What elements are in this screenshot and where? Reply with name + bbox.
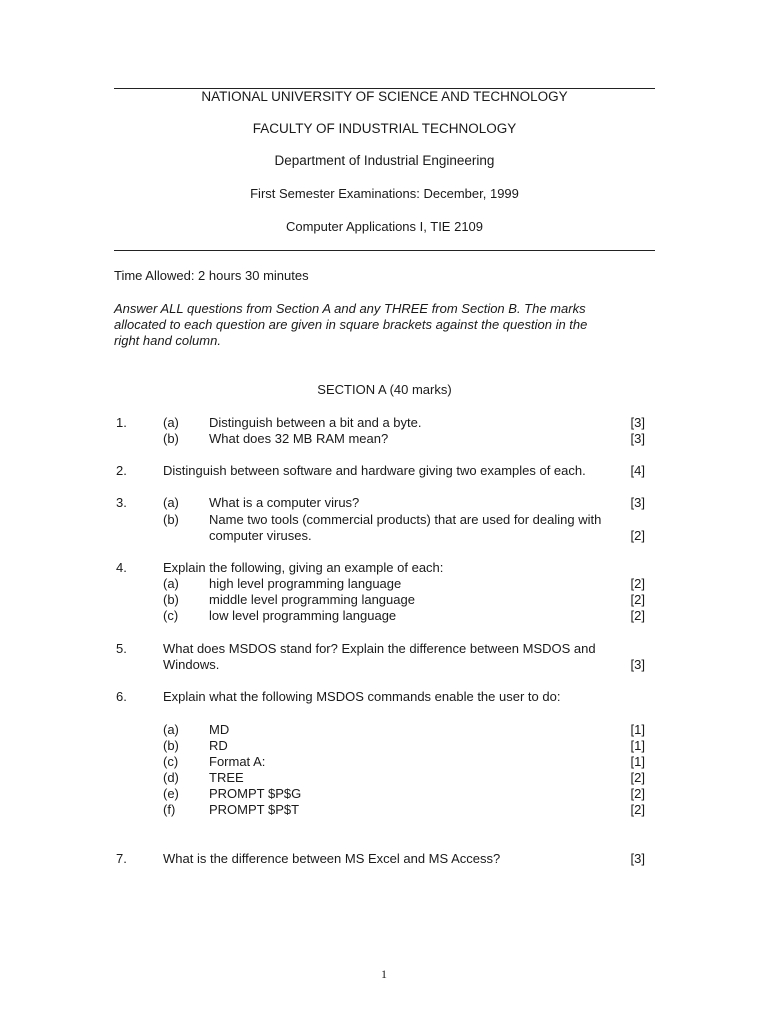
faculty-name: FACULTY OF INDUSTRIAL TECHNOLOGY bbox=[252, 121, 517, 136]
time-allowed: Time Allowed: 2 hours 30 minutes bbox=[114, 268, 309, 283]
instructions bbox=[114, 301, 659, 349]
question-text: What is a computer virus? bbox=[209, 495, 360, 510]
question-mark: [2] bbox=[630, 786, 645, 801]
part-label: (e) bbox=[163, 786, 179, 801]
part-label: (b) bbox=[163, 512, 179, 527]
part-label: (a) bbox=[163, 576, 179, 591]
question-text: Name two tools (commercial products) that are used for dealing with bbox=[209, 512, 602, 527]
page-number: 1 bbox=[381, 967, 387, 981]
part-label: (f) bbox=[163, 802, 176, 817]
question-mark: [2] bbox=[630, 528, 645, 543]
question-text: Explain the following, giving an example of each: bbox=[163, 560, 444, 575]
instructions-line-2: allocated to each question are given in square brackets against the question in the bbox=[114, 317, 588, 332]
question-text: RD bbox=[209, 738, 228, 753]
question-text-continued: computer viruses. bbox=[209, 528, 312, 543]
question-number: 6. bbox=[116, 689, 127, 704]
instructions-line-3: right hand column. bbox=[114, 333, 221, 348]
part-label: (d) bbox=[163, 770, 179, 785]
exam-title: First Semester Examinations: December, 1999 bbox=[250, 186, 519, 201]
bottom-rule bbox=[114, 250, 655, 251]
question-text: Distinguish between software and hardware giving two examples of each. bbox=[163, 463, 586, 478]
question-mark: [2] bbox=[630, 802, 645, 817]
question-number: 4. bbox=[116, 560, 127, 575]
question-mark: [1] bbox=[630, 738, 645, 753]
question-number: 2. bbox=[116, 463, 127, 478]
question-text: PROMPT $P$G bbox=[209, 786, 302, 801]
part-label: (b) bbox=[163, 592, 179, 607]
part-label: (b) bbox=[163, 431, 179, 446]
question-number: 3. bbox=[116, 495, 127, 510]
question-number: 5. bbox=[116, 641, 127, 656]
question-text-continued: Windows. bbox=[163, 657, 220, 672]
question-text: TREE bbox=[209, 770, 244, 785]
course-title: Computer Applications I, TIE 2109 bbox=[285, 219, 484, 234]
university-name: NATIONAL UNIVERSITY OF SCIENCE AND TECHNOLOGY bbox=[201, 89, 568, 104]
question-text: Format A: bbox=[209, 754, 266, 769]
question-mark: [2] bbox=[630, 576, 645, 591]
instructions-line-1: Answer ALL questions from Section A and any THREE from Section B. The marks bbox=[114, 301, 586, 316]
part-label: (c) bbox=[163, 608, 179, 623]
question-mark: [3] bbox=[630, 415, 645, 430]
question-mark: [3] bbox=[630, 657, 645, 672]
part-label: (a) bbox=[163, 722, 179, 737]
section-a-heading bbox=[114, 382, 655, 397]
question-number: 1. bbox=[116, 415, 127, 430]
section-a-marks: (40 marks) bbox=[389, 382, 452, 397]
question-text: Distinguish between a bit and a byte. bbox=[209, 415, 422, 430]
question-mark: [3] bbox=[630, 851, 645, 866]
part-label: (c) bbox=[163, 754, 179, 769]
question-mark: [2] bbox=[630, 592, 645, 607]
question-mark: [3] bbox=[630, 495, 645, 510]
part-label: (a) bbox=[163, 495, 179, 510]
section-a-title: SECTION A bbox=[317, 382, 386, 397]
department-name: Department of Industrial Engineering bbox=[274, 153, 495, 168]
question-text: MD bbox=[209, 722, 230, 737]
question-mark: [4] bbox=[630, 463, 645, 478]
part-label: (a) bbox=[163, 415, 179, 430]
question-text: What does 32 MB RAM mean? bbox=[209, 431, 389, 446]
question-mark: [3] bbox=[630, 431, 645, 446]
question-number: 7. bbox=[116, 851, 127, 866]
question-mark: [2] bbox=[630, 770, 645, 785]
question-text: high level programming language bbox=[209, 576, 402, 591]
question-text: Explain what the following MSDOS commands enable the user to do: bbox=[163, 689, 561, 704]
part-label: (b) bbox=[163, 738, 179, 753]
question-text: low level programming language bbox=[209, 608, 397, 623]
question-mark: [1] bbox=[630, 722, 645, 737]
question-mark: [1] bbox=[630, 754, 645, 769]
question-text: middle level programming language bbox=[209, 592, 415, 607]
question-text: PROMPT $P$T bbox=[209, 802, 300, 817]
question-text: What does MSDOS stand for? Explain the difference between MSDOS and bbox=[163, 641, 596, 656]
question-text: What is the difference between MS Excel and MS Access? bbox=[163, 851, 501, 866]
question-mark: [2] bbox=[630, 608, 645, 623]
